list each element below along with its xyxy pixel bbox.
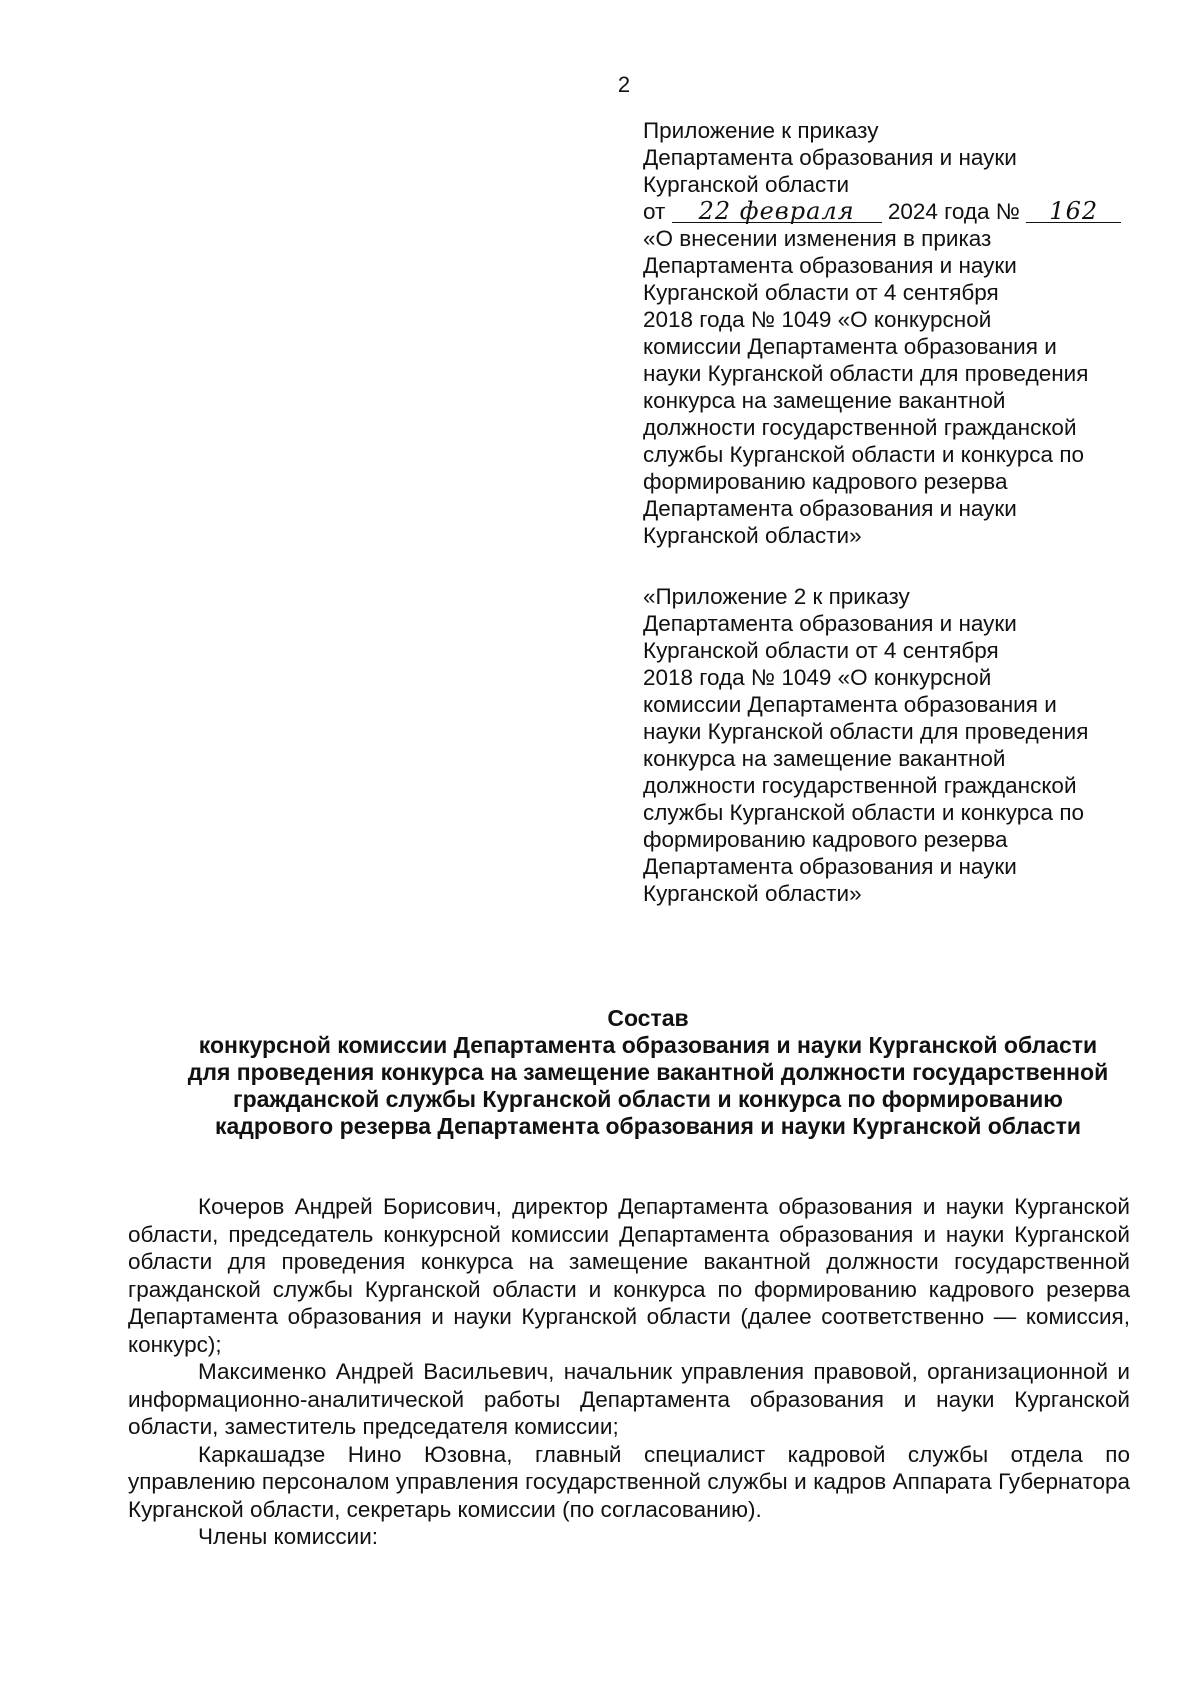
- appendix-line: Курганской области»: [643, 523, 862, 548]
- appendix2-line: формированию кадрового резерва: [643, 827, 1008, 852]
- block-spacer: [643, 549, 1163, 583]
- appendix2-line: должности государственной гражданской: [643, 773, 1077, 798]
- date-prefix: от: [643, 199, 666, 224]
- member-chairman: Кочеров Андрей Борисович, директор Департамента образования и науки Курганской области, председатель конкурсной комиссии Департамента образования и науки Курганской области для проведения конкурса на замещение вакантной должности государственной гражданской службы Курганской области и конкурса по формированию кадрового резерва Департамента образования и науки Курганской области (далее соответственно — комиссия, конкурс);: [128, 1194, 1130, 1357]
- appendix2-line: Департамента образования и науки: [643, 854, 1017, 879]
- member-secretary: Каркашадзе Нино Юзовна, главный специалист кадровой службы отдела по управлению персоналом управления государственной службы и кадров Аппарата Губернатора Курганской области, секретарь комиссии (по согласованию).: [128, 1441, 1130, 1522]
- appendix-line: Департамента образования и науки: [643, 145, 1017, 170]
- heading-line: гражданской службы Курганской области и конкурса по формированию: [233, 1086, 1063, 1112]
- appendix2-line: конкурса на замещение вакантной: [643, 746, 1006, 771]
- appendix-line: Департамента образования и науки: [643, 253, 1017, 278]
- appendix2-line: «Приложение 2 к приказу: [643, 584, 910, 609]
- appendix-line: должности государственной гражданской: [643, 415, 1077, 440]
- heading-line: кадрового резерва Департамента образования и науки Курганской области: [214, 1113, 1081, 1139]
- appendix-line: Курганской области от 4 сентября: [643, 280, 999, 305]
- appendix-line: Курганской области: [643, 172, 850, 197]
- members-list: [128, 1193, 1130, 1551]
- members-heading: Члены комиссии:: [198, 1524, 379, 1549]
- appendix-line: Департамента образования и науки: [643, 496, 1017, 521]
- heading-line: для проведения конкурса на замещение вакантной должности государственной: [187, 1059, 1109, 1085]
- appendix-line: «О внесении изменения в приказ: [643, 226, 992, 251]
- appendix-block: [643, 117, 1163, 907]
- appendix2-line: службы Курганской области и конкурса по: [643, 800, 1085, 825]
- appendix2-line: Курганской области»: [643, 881, 862, 906]
- appendix-line: Приложение к приказу: [643, 118, 879, 143]
- composition-heading: [130, 1005, 1166, 1140]
- appendix-line: конкурса на замещение вакантной: [643, 388, 1006, 413]
- heading-title: Состав: [607, 1005, 689, 1031]
- handwritten-date: 22 февраля: [672, 200, 882, 223]
- member-deputy-chairman: Максименко Андрей Васильевич, начальник управления правовой, организационной и информационно-аналитической работы Департамента образования и науки Курганской области, заместитель председателя комиссии;: [128, 1359, 1130, 1439]
- appendix-date-line: [643, 198, 1163, 225]
- appendix-line: службы Курганской области и конкурса по: [643, 442, 1085, 467]
- appendix-line: формированию кадрового резерва: [643, 469, 1008, 494]
- appendix2-line: Курганской области от 4 сентября: [643, 638, 999, 663]
- appendix-line: комиссии Департамента образования и: [643, 334, 1057, 359]
- page-number: 2: [617, 72, 631, 97]
- appendix2-line: науки Курганской области для проведения: [643, 719, 1089, 744]
- date-year: 2024 года №: [887, 199, 1020, 224]
- appendix-line: науки Курганской области для проведения: [643, 361, 1089, 386]
- heading-line: конкурсной комиссии Департамента образования и науки Курганской области: [198, 1032, 1098, 1058]
- appendix2-line: 2018 года № 1049 «О конкурсной: [643, 665, 992, 690]
- appendix2-line: комиссии Департамента образования и: [643, 692, 1057, 717]
- appendix2-line: Департамента образования и науки: [643, 611, 1017, 636]
- handwritten-order-number: 162: [1026, 200, 1121, 223]
- appendix-line: 2018 года № 1049 «О конкурсной: [643, 307, 992, 332]
